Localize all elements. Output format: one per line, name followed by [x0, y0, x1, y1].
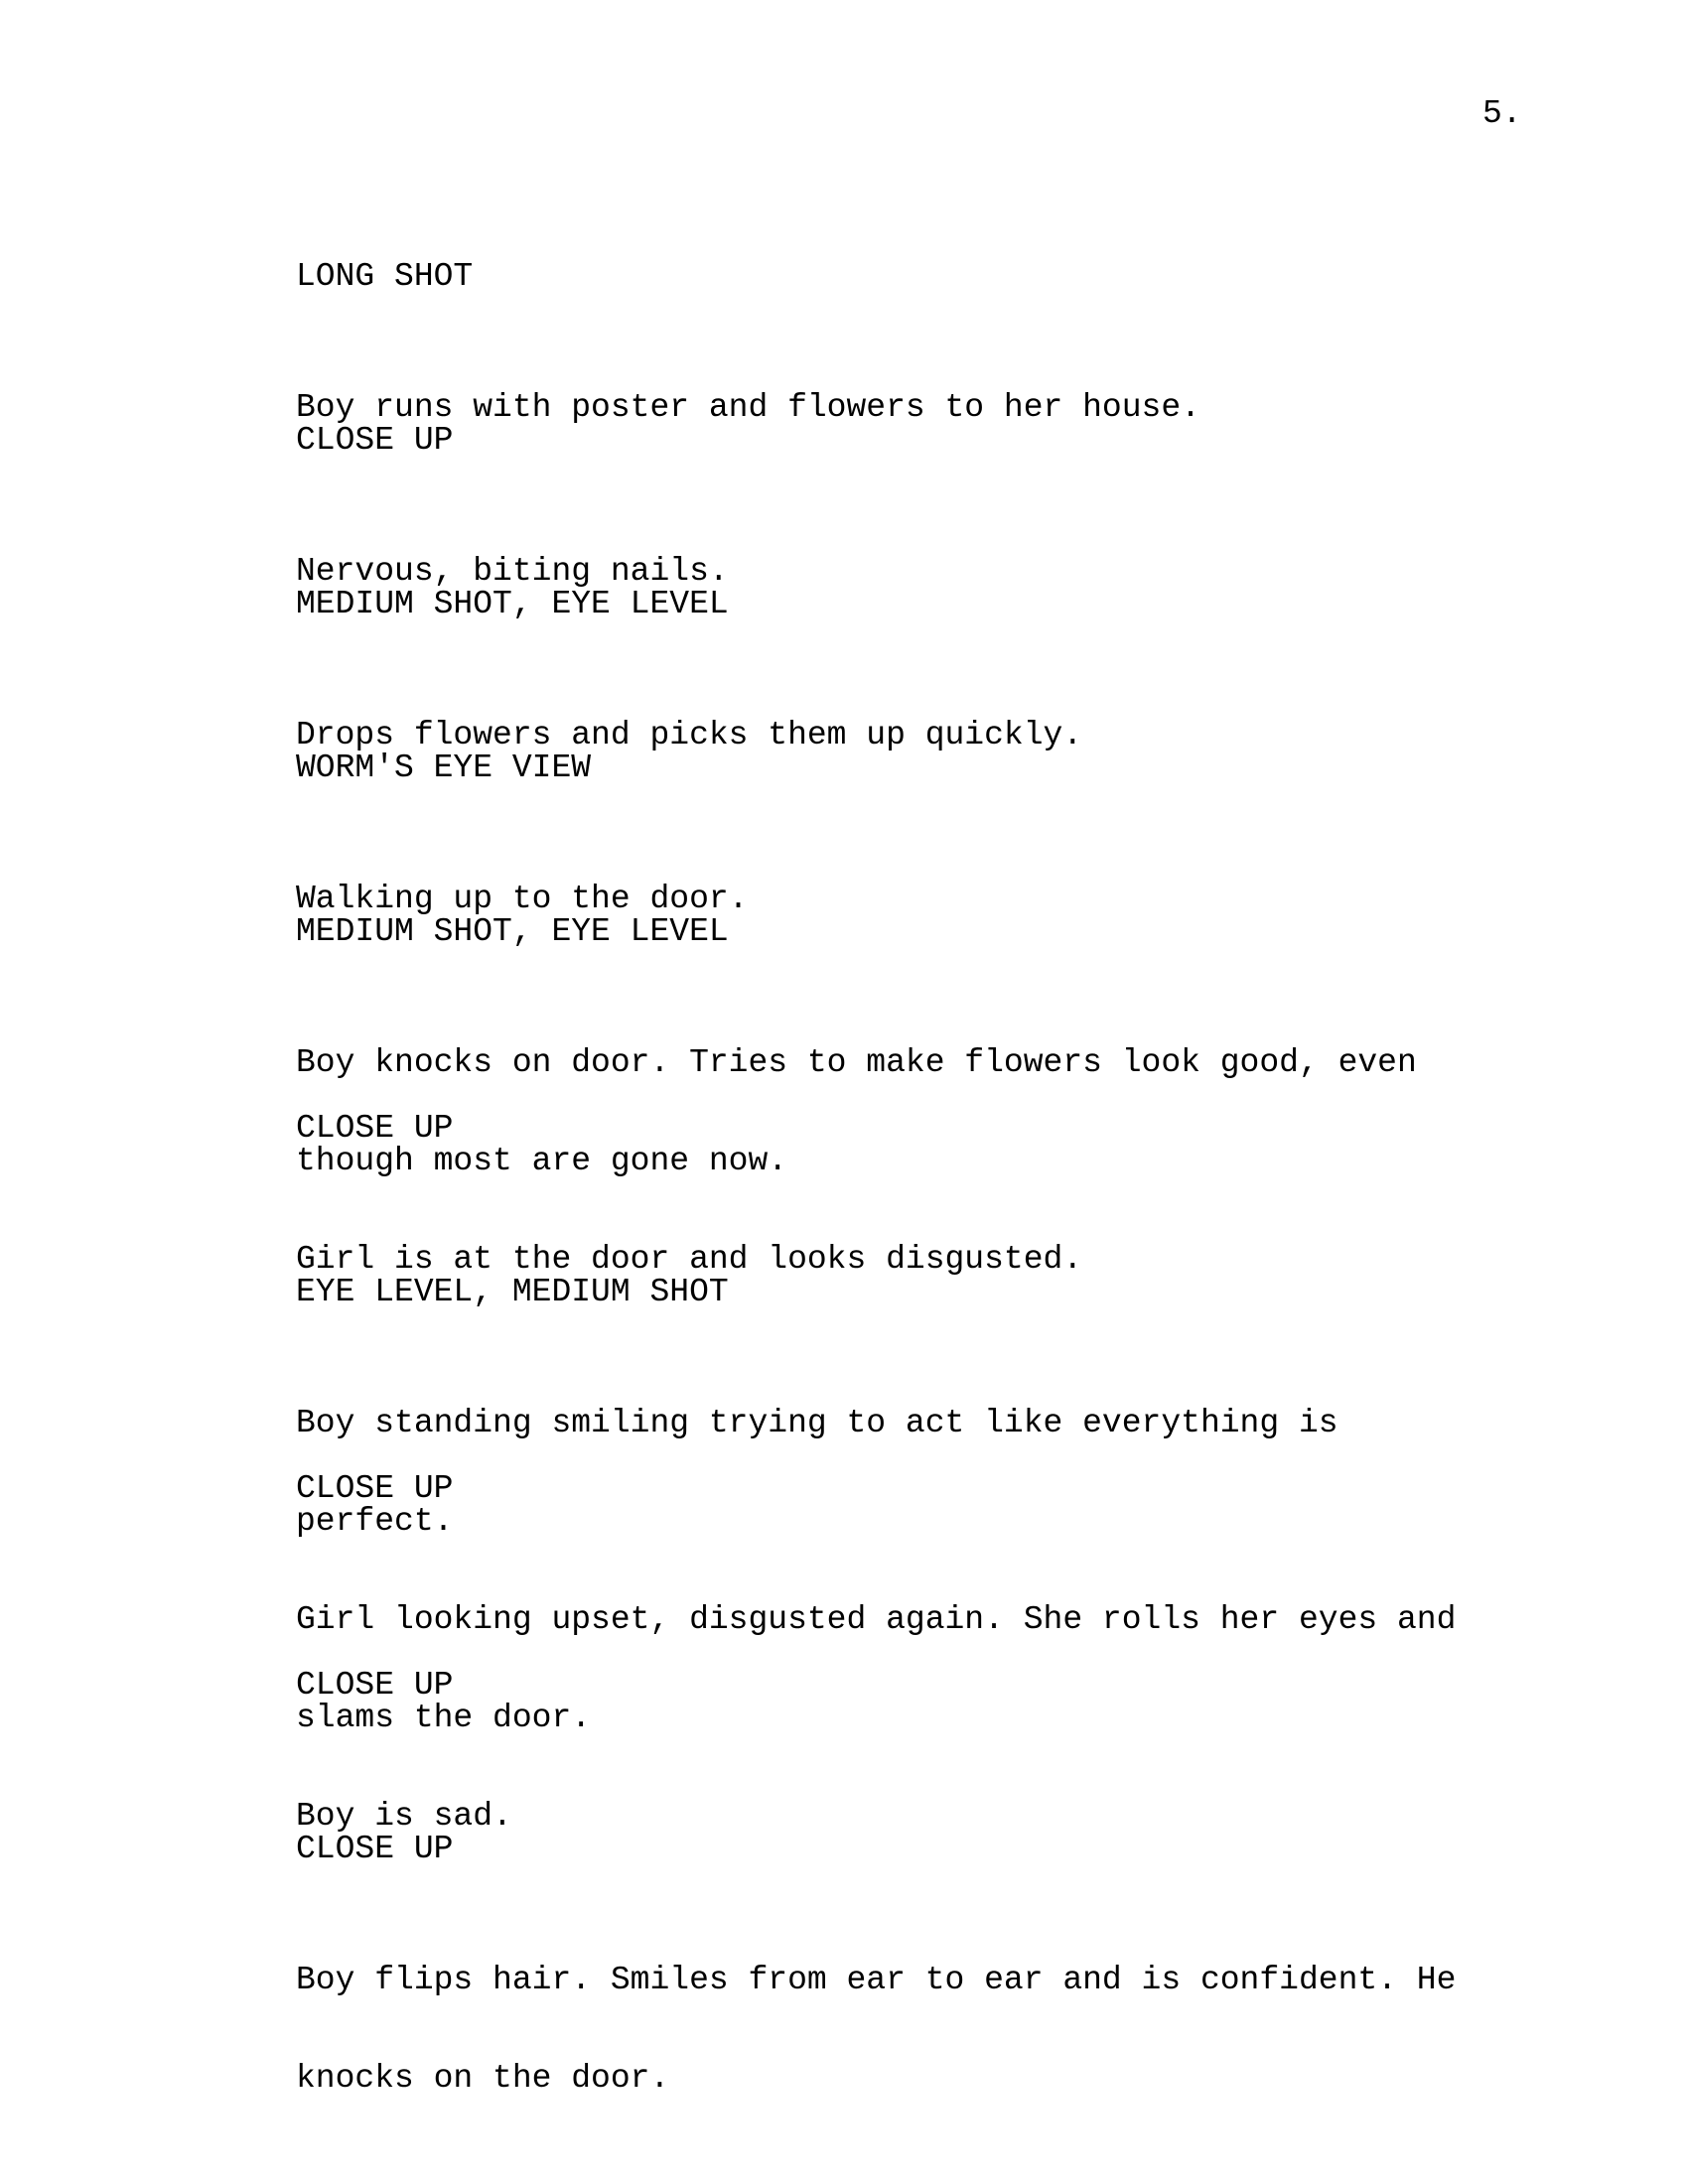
- action-line: perfect.: [296, 1503, 454, 1540]
- action-line: slams the door.: [296, 1700, 592, 1736]
- action-line: Nervous, biting nails.: [296, 553, 729, 590]
- shot-heading: LONG SHOT: [296, 258, 474, 295]
- shot-heading: EYE LEVEL, MEDIUM SHOT: [296, 1274, 729, 1310]
- action-line: Boy knocks on door. Tries to make flowers look good, even: [296, 1044, 1417, 1081]
- shot-heading: MEDIUM SHOT, EYE LEVEL: [296, 913, 729, 950]
- shot-heading: CLOSE UP: [296, 1110, 454, 1147]
- shot-heading: MEDIUM SHOT, EYE LEVEL: [296, 586, 729, 622]
- shot-heading: CLOSE UP: [296, 1667, 454, 1704]
- shot-heading: WORM'S EYE VIEW: [296, 750, 592, 786]
- shot-heading: CLOSE UP: [296, 422, 454, 459]
- action-line: though most are gone now.: [296, 1143, 788, 1179]
- shot-block: [296, 1767, 1456, 2160]
- action-line: Boy flips hair. Smiles from ear to ear and is confident. He: [296, 1962, 1457, 1998]
- action-line: Boy runs with poster and flowers to her house.: [296, 389, 1200, 426]
- action-line: Girl looking upset, disgusted again. She rolls her eyes and: [296, 1601, 1457, 1638]
- action-line: Girl is at the door and looks disgusted.: [296, 1241, 1083, 1278]
- shot-heading: CLOSE UP: [296, 1470, 454, 1507]
- action-line: Boy is sad.: [296, 1798, 512, 1835]
- page-number: 5.: [1482, 95, 1522, 132]
- action-line: Drops flowers and picks them up quickly.: [296, 717, 1083, 753]
- action-line: Boy standing smiling trying to act like everything is: [296, 1405, 1338, 1441]
- action-line: Walking up to the door.: [296, 881, 749, 917]
- action-line: knocks on the door.: [296, 2060, 670, 2097]
- shot-heading: CLOSE UP: [296, 1831, 454, 1867]
